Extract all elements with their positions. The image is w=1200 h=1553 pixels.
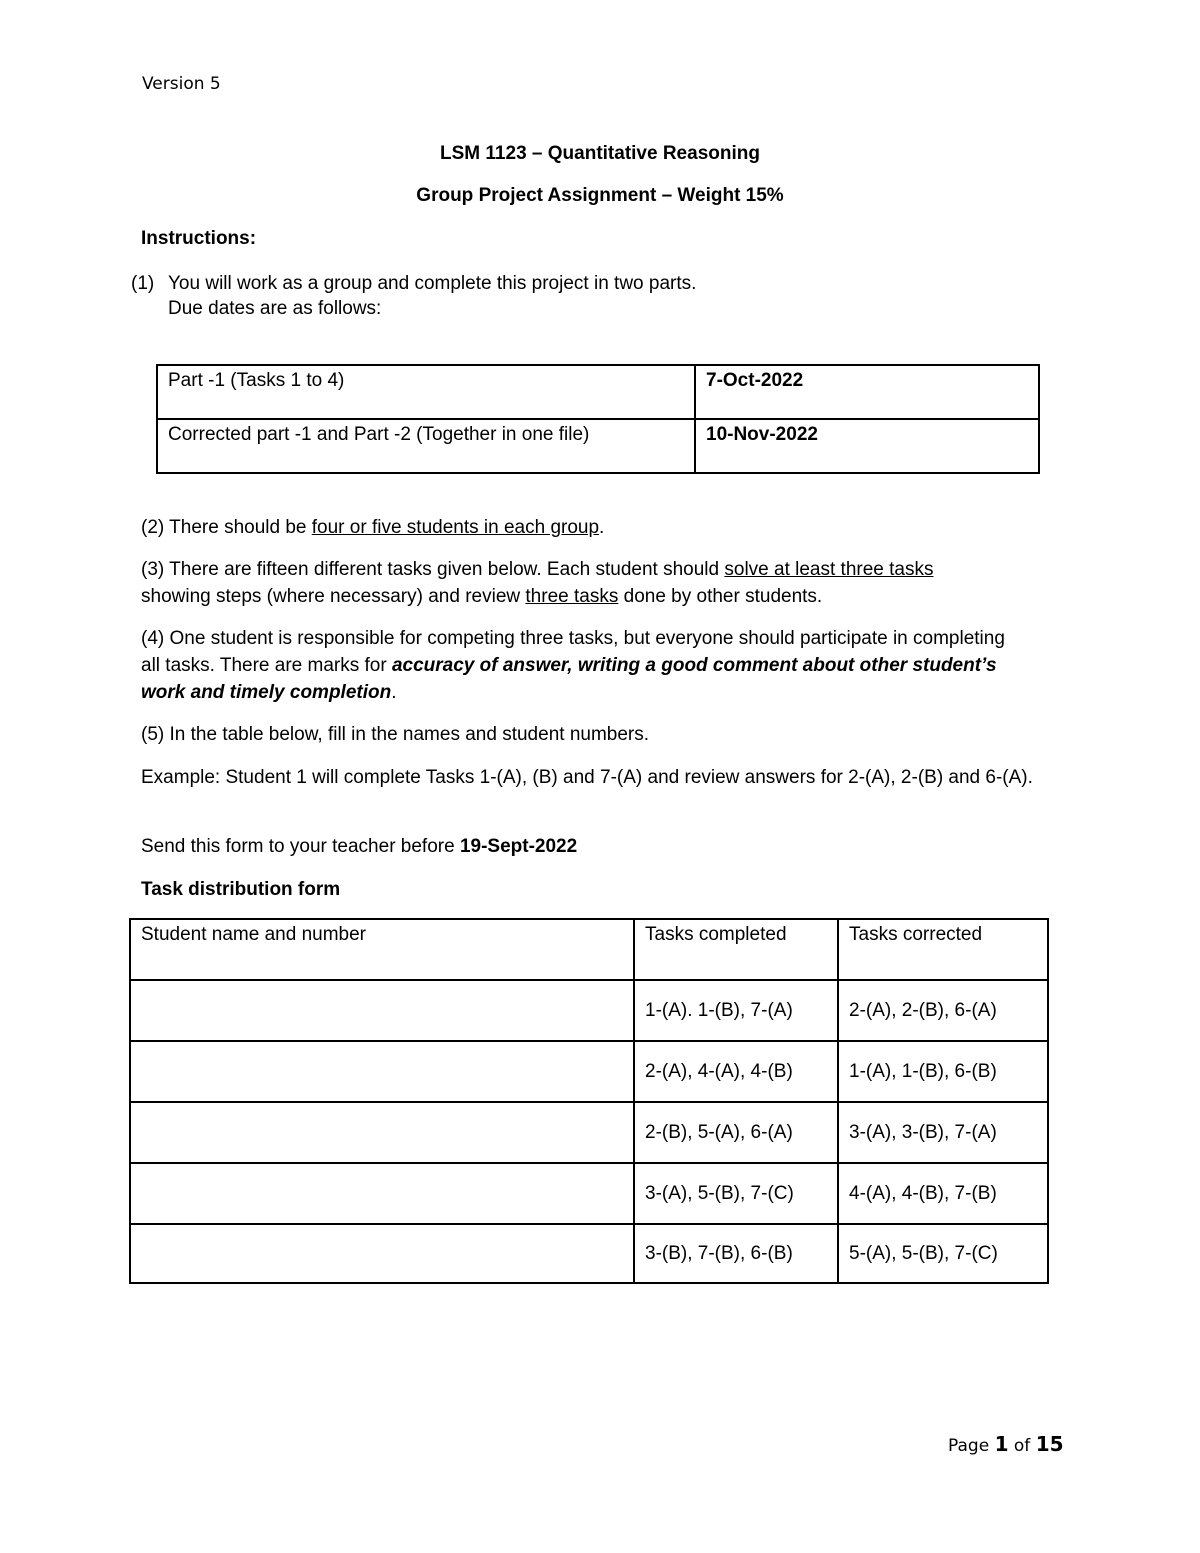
due-dates-table [156, 364, 1040, 474]
table-row [130, 1041, 1048, 1102]
item-5: (5) In the table below, fill in the names and student numbers. [141, 724, 650, 745]
item-1-line1: You will work as a group and complete this project in two parts. [168, 273, 697, 294]
due-row [157, 365, 1039, 419]
tasks-corrected-cell: 2-(A), 2-(B), 6-(A) [838, 980, 1048, 1041]
item-3-underline-2: three tasks [525, 586, 619, 607]
table-row [130, 1224, 1048, 1283]
item-4: (4) One student is responsible for competing three tasks, but everyone should participate in completing all tasks. There are marks for accuracy of answer, writing a good comment about other student’s work and timely completion. [141, 628, 1005, 703]
task-distribution-table [129, 918, 1049, 1284]
item-1-number: (1) [131, 273, 155, 294]
header-student: Student name and number [130, 919, 634, 980]
item-2: (2) There should be four or five students in each group. [141, 517, 605, 538]
item-2-underline: four or five students in each group [311, 517, 600, 538]
page-number-footer: Page 1 of 15 [948, 1432, 1064, 1456]
assignment-title: Group Project Assignment – Weight 15% [416, 185, 784, 206]
example-text: Example: Student 1 will complete Tasks 1-(A), (B) and 7-(A) and review answers for 2-(A), 2-(B) and 6-(A). [141, 767, 1033, 788]
table-row [130, 980, 1048, 1041]
student-name-cell[interactable] [130, 1041, 634, 1102]
tasks-completed-cell: 3-(B), 7-(B), 6-(B) [634, 1224, 838, 1283]
send-deadline: 19-Sept-2022 [459, 836, 578, 857]
student-name-cell[interactable] [130, 1163, 634, 1224]
instructions-heading: Instructions: [141, 228, 257, 249]
tasks-corrected-cell: 5-(A), 5-(B), 7-(C) [838, 1224, 1048, 1283]
item-4-emphasis: accuracy of answer, writing a good comment about other student’s work and timely completion [141, 655, 997, 703]
due-part-cell: Part -1 (Tasks 1 to 4) [157, 365, 695, 419]
due-part-cell: Corrected part -1 and Part -2 (Together in one file) [157, 419, 695, 473]
student-name-cell[interactable] [130, 980, 634, 1041]
header-corrected: Tasks corrected [838, 919, 1048, 980]
table-row [130, 1163, 1048, 1224]
header-completed: Tasks completed [634, 919, 838, 980]
tasks-corrected-cell: 3-(A), 3-(B), 7-(A) [838, 1102, 1048, 1163]
version-header: Version 5 [142, 74, 221, 94]
total-pages: 15 [1035, 1432, 1064, 1456]
tasks-corrected-cell: 1-(A), 1-(B), 6-(B) [838, 1041, 1048, 1102]
student-name-cell[interactable] [130, 1102, 634, 1163]
student-name-cell[interactable] [130, 1224, 634, 1283]
tasks-completed-cell: 2-(B), 5-(A), 6-(A) [634, 1102, 838, 1163]
due-row [157, 419, 1039, 473]
due-date-cell: 7-Oct-2022 [695, 365, 1039, 419]
item-1-line2: Due dates are as follows: [168, 298, 382, 319]
tasks-completed-cell: 2-(A), 4-(A), 4-(B) [634, 1041, 838, 1102]
tasks-completed-cell: 3-(A), 5-(B), 7-(C) [634, 1163, 838, 1224]
table-row [130, 1102, 1048, 1163]
send-form-text: Send this form to your teacher before 19-Sept-2022 [141, 836, 578, 857]
item-3-underline-1: solve at least three tasks [724, 559, 934, 580]
tasks-corrected-cell: 4-(A), 4-(B), 7-(B) [838, 1163, 1048, 1224]
due-date-cell: 10-Nov-2022 [695, 419, 1039, 473]
tasks-completed-cell: 1-(A). 1-(B), 7-(A) [634, 980, 838, 1041]
current-page: 1 [994, 1432, 1009, 1456]
course-title: LSM 1123 – Quantitative Reasoning [440, 143, 760, 164]
table-header-row [130, 919, 1048, 980]
item-3: (3) There are fifteen different tasks given below. Each student should solve at least three tasks showing steps (where necessary) and review three tasks done by other students. [141, 559, 934, 607]
form-title: Task distribution form [141, 879, 341, 900]
